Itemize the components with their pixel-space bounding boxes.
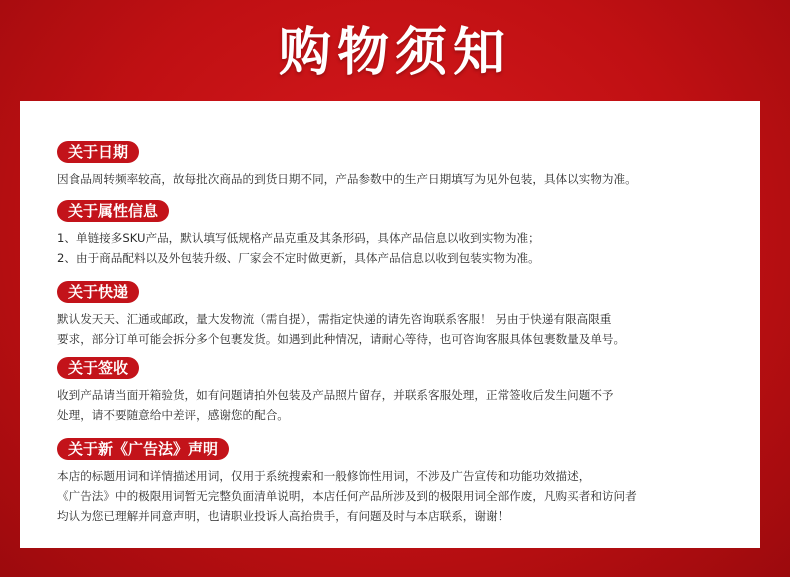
body-line: 本店的标题用词和详情描述用词，仅用于系统搜索和一般修饰性用词，不涉及广告宣传和功能功效描述， (57, 469, 591, 483)
section-attributes (57, 200, 747, 268)
section-body (57, 309, 747, 349)
section-heading-badge: 关于新《广告法》声明 (57, 438, 229, 460)
body-line: 因食品周转频率较高，故每批次商品的到货日期不同，产品参数中的生产日期填写为见外包装，具体以实物为准。 (57, 172, 637, 186)
section-heading-badge: 关于日期 (57, 141, 139, 163)
section-body (57, 228, 747, 268)
body-line: 1、单链接多SKU产品，默认填写低规格产品克重及其条形码，具体产品信息以收到实物为准； (57, 231, 540, 245)
body-line: 默认发天天、汇通或邮政，量大发物流（需自提），需指定快递的请先咨询联系客服！ 另由于快递有限高限重 (57, 312, 612, 326)
body-line: 《广告法》中的极限用词暂无完整负面清单说明，本店任何产品所涉及到的极限用词全部作废，凡购买者和访问者 (57, 489, 637, 503)
section-body (57, 385, 747, 425)
body-line: 2、由于商品配料以及外包装升级、厂家会不定时做更新，具体产品信息以收到包装实物为准。 (57, 251, 540, 265)
body-line: 要求，部分订单可能会拆分多个包裹发货。如遇到此种情况，请耐心等待，也可咨询客服具体包裹数量及单号。 (57, 332, 626, 346)
page-title: 购物须知 (278, 23, 511, 83)
body-line: 收到产品请当面开箱验货，如有问题请拍外包装及产品照片留存，并联系客服处理，正常签收后发生问题不予 (57, 388, 614, 402)
section-body (57, 169, 747, 189)
section-date (57, 141, 747, 189)
body-line: 均认为您已理解并同意声明，也请职业投诉人高抬贵手，有问题及时与本店联系，谢谢！ (57, 509, 510, 523)
section-body (57, 466, 747, 526)
section-heading-badge: 关于快递 (57, 281, 139, 303)
body-line: 处理，请不要随意给中差评，感谢您的配合。 (57, 408, 289, 422)
section-receipt (57, 357, 747, 425)
section-heading-badge: 关于属性信息 (57, 200, 169, 222)
section-heading-badge: 关于签收 (57, 357, 139, 379)
section-shipping (57, 281, 747, 349)
section-ad-law (57, 438, 747, 526)
notice-card (20, 101, 760, 548)
